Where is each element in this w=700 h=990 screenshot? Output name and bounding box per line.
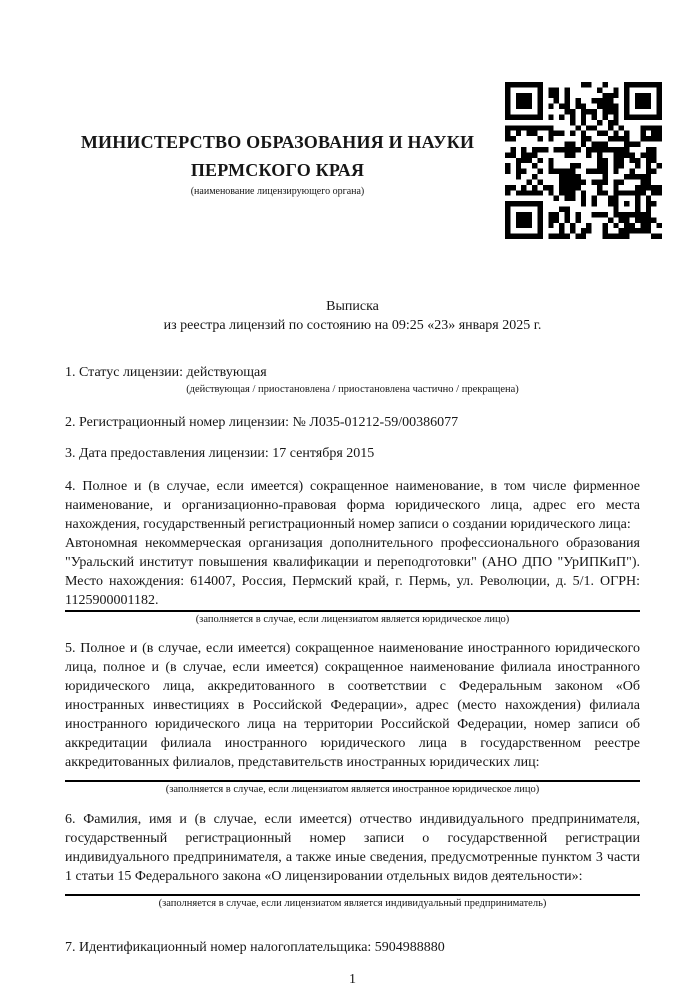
item-5-blank-field bbox=[65, 772, 640, 782]
item-6-text: 6. Фамилия, имя и (в случае, если имеется) отчество индивидуального предпринимателя, государственный регистрационный номер записи о государственной регистрации индивидуального предпринимателя, а также иные сведения, предусмотренные пунктом 3 части 1 статьи 15 Федерального закона «О лицензировании отдельных видов деятельности»: bbox=[65, 812, 640, 884]
item-registration-number bbox=[65, 413, 640, 432]
ministry-caption: (наименование лицензирующего органа) bbox=[190, 186, 365, 197]
item-5-caption: (заполняется в случае, если лицензиатом является иностранное юридическое лицо) bbox=[165, 784, 540, 795]
item-6-blank-field bbox=[65, 886, 640, 896]
ministry-name-line2: ПЕРМСКОГО КРАЯ bbox=[190, 160, 365, 180]
title-line2: из реестра лицензий по состоянию на 09:25 «23» января 2025 г. bbox=[163, 318, 542, 333]
item-license-date bbox=[65, 444, 640, 463]
item-license-status bbox=[65, 363, 640, 396]
item-3-text: 3. Дата предоставления лицензии: 17 сентября 2015 bbox=[65, 446, 375, 461]
item-4-value: Автономная некоммерческая организация дополнительного профессионального образования "Уральский институт повышения квалификации и переподготовки" (АНО ДПО "УрИПКиП"). Место нахождения: 614007, Россия, Пермский край, г. Пермь, ул. Революции, д. 5/1. ОГРН: 1125900001182. bbox=[65, 534, 640, 612]
item-6-caption: (заполняется в случае, если лицензиатом является индивидуальный предприниматель) bbox=[158, 898, 547, 909]
item-1-text: 1. Статус лицензии: действующая bbox=[65, 365, 267, 380]
page-number: 1 bbox=[349, 972, 356, 987]
ministry-header bbox=[65, 128, 490, 198]
item-4-caption: (заполняется в случае, если лицензиатом является юридическое лицо) bbox=[195, 614, 510, 625]
item-1-caption: (действующая / приостановлена / приостановлена частично / прекращена) bbox=[186, 384, 519, 395]
item-foreign-entity bbox=[65, 639, 640, 796]
item-4-text: 4. Полное и (в случае, если имеется) сокращенное наименование, в том числе фирменное наименование, и организационно-правовая форма юридического лица, адрес его места нахождения, государственный регистрационный номер записи о создании юридического лица: bbox=[65, 479, 640, 532]
item-5-text: 5. Полное и (в случае, если имеется) сокращенное наименование иностранного юридического лица, полное и (в случае, если имеется) сокращенное наименование филиала иностранного юридического лица, аккредитованного в соответствии с Федеральным законом «Об иностранных инвестициях в Российской Федерации», адрес (место нахождения) филиала иностранного юридического лица на территории Российской Федерации, номер записи об аккредитации филиала иностранного юридического лица в государственном реестре аккредитованных филиалов, представительств иностранных юридических лиц: bbox=[65, 641, 640, 770]
item-2-text: 2. Регистрационный номер лицензии: № Л035-01212-59/00386077 bbox=[65, 415, 459, 430]
document-content bbox=[65, 0, 640, 989]
ministry-name-line1: МИНИСТЕРСТВО ОБРАЗОВАНИЯ И НАУКИ bbox=[80, 132, 475, 152]
item-legal-entity bbox=[65, 477, 640, 626]
item-7-text: 7. Идентификационный номер налогоплательщика: 5904988880 bbox=[65, 940, 445, 955]
item-individual-entrepreneur bbox=[65, 810, 640, 910]
title-line1: Выписка bbox=[326, 299, 379, 314]
document-title bbox=[65, 297, 640, 335]
item-taxpayer-number bbox=[65, 938, 640, 957]
